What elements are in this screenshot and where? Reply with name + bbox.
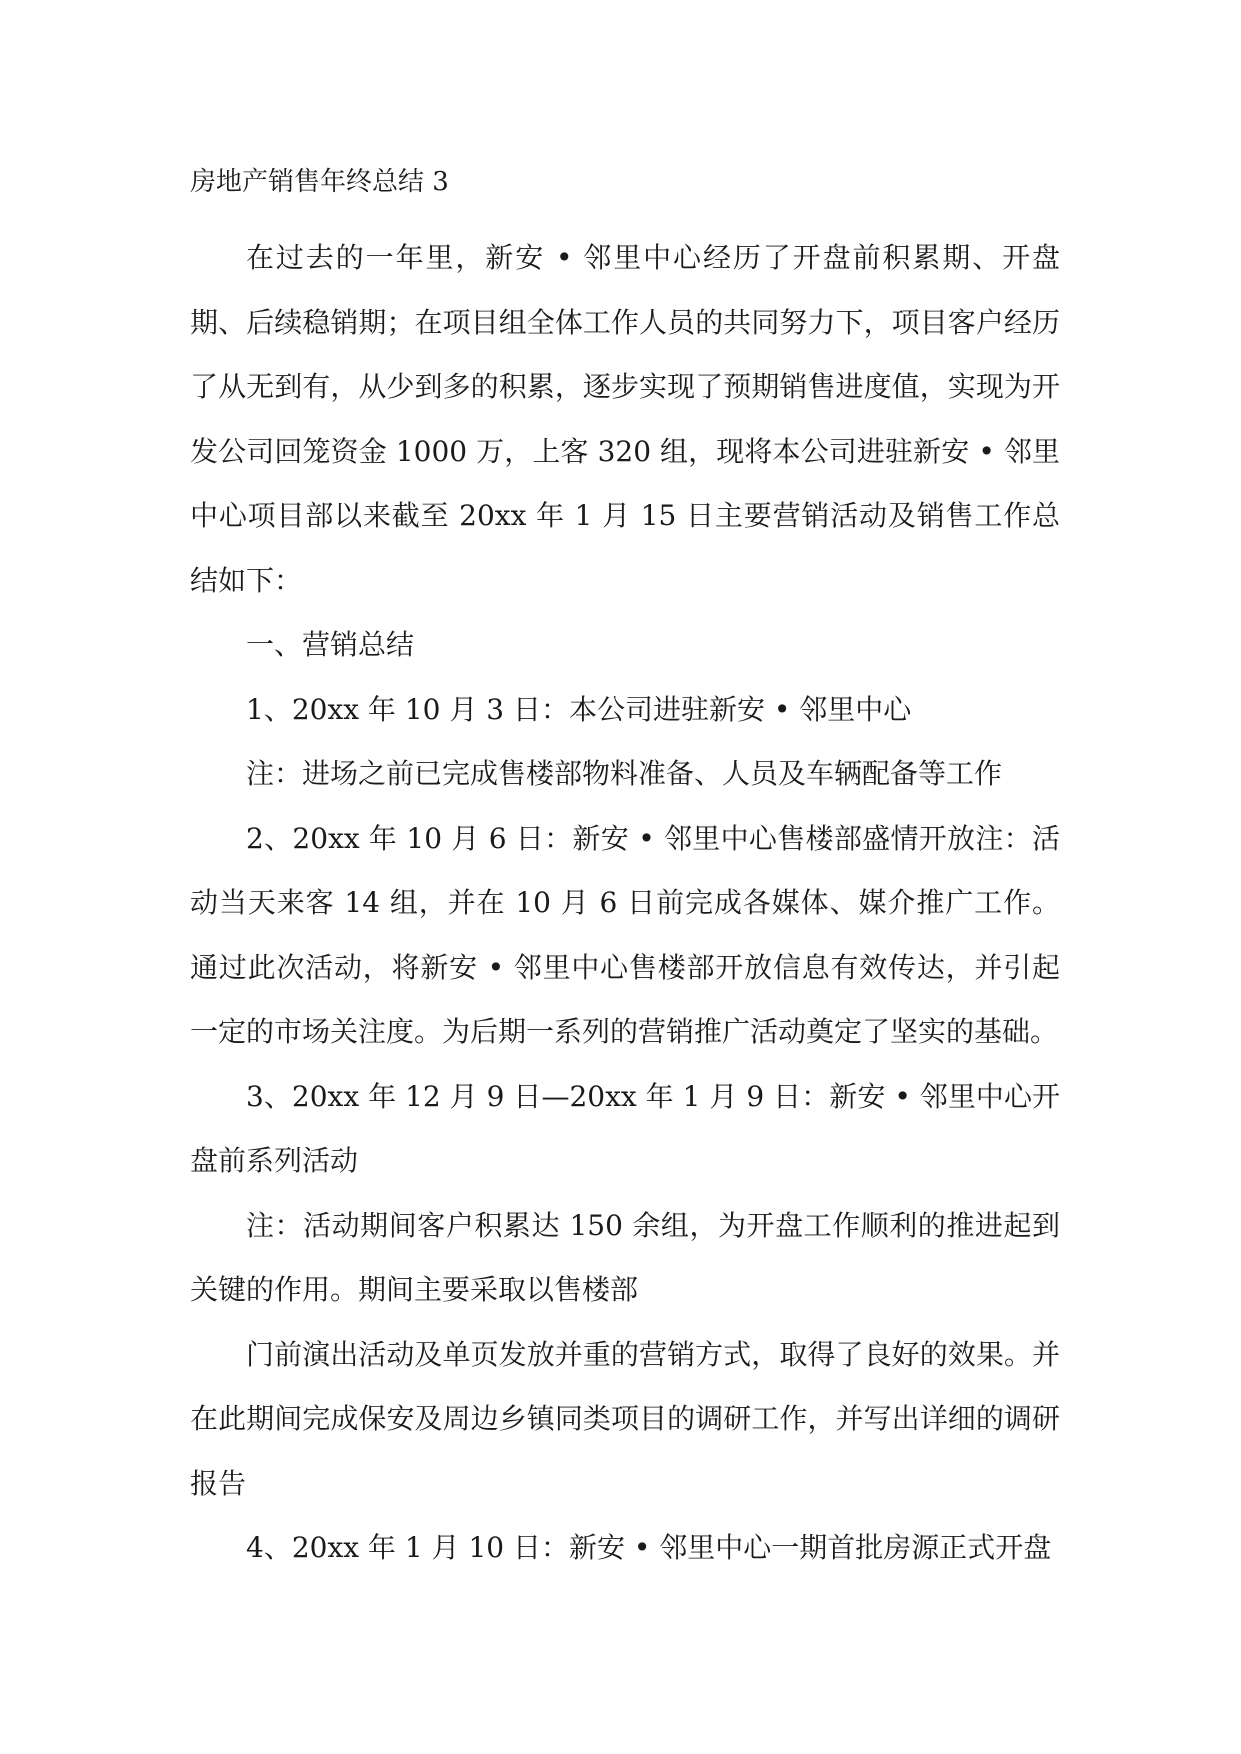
section-heading-marketing-summary: 一、营销总结 — [246, 628, 415, 661]
intro-paragraph: 在过去的一年里，新安 • 邻里中心经历了开盘前积累期、开盘期、后续稳销期；在项目组全体工作人员的共同努力下，项目客户经历了从无到有，从少到多的积累，逐步实现了预期销售进度值，实现为开发公司回笼资金 1000 万，上客 320 组，现将本公司进驻新安 • 邻里中心项目部以来截至 20xx 年 1 月 15 日主要营销活动及销售工作总结如下： — [190, 241, 1060, 597]
list-item-3: 3、20xx 年 12 月 9 日—20xx 年 1 月 9 日：新安 • 邻里中心开盘前系列活动 — [190, 1079, 1060, 1177]
note-1: 注：进场之前已完成售楼部物料准备、人员及车辆配备等工作 — [246, 757, 1003, 790]
note-3: 注：活动期间客户积累达 150 余组，为开盘工作顺利的推进起到关键的作用。期间主要采取以售楼部 — [190, 1208, 1060, 1306]
list-item-4: 4、20xx 年 1 月 10 日：新安 • 邻里中心一期首批房源正式开盘 — [246, 1531, 1052, 1564]
list-item-2: 2、20xx 年 10 月 6 日：新安 • 邻里中心售楼部盛情开放注：活动当天来客 14 组，并在 10 月 6 日前完成各媒体、媒介推广工作。通过此次活动，将新安 • 邻里中心售楼部开放信息有效传达，并引起一定的市场关注度。为后期一系列的营销推广活动奠定了坚实的基础。 — [190, 821, 1060, 1048]
list-item-1: 1、20xx 年 10 月 3 日：本公司进驻新安 • 邻里中心 — [246, 692, 912, 726]
document-title: 房地产销售年终总结 3 — [190, 167, 449, 197]
note-3-continued: 门前演出活动及单页发放并重的营销方式，取得了良好的效果。并在此期间完成保安及周边乡镇同类项目的调研工作，并写出详细的调研报告 — [190, 1337, 1060, 1500]
document-body — [190, 226, 1060, 1581]
